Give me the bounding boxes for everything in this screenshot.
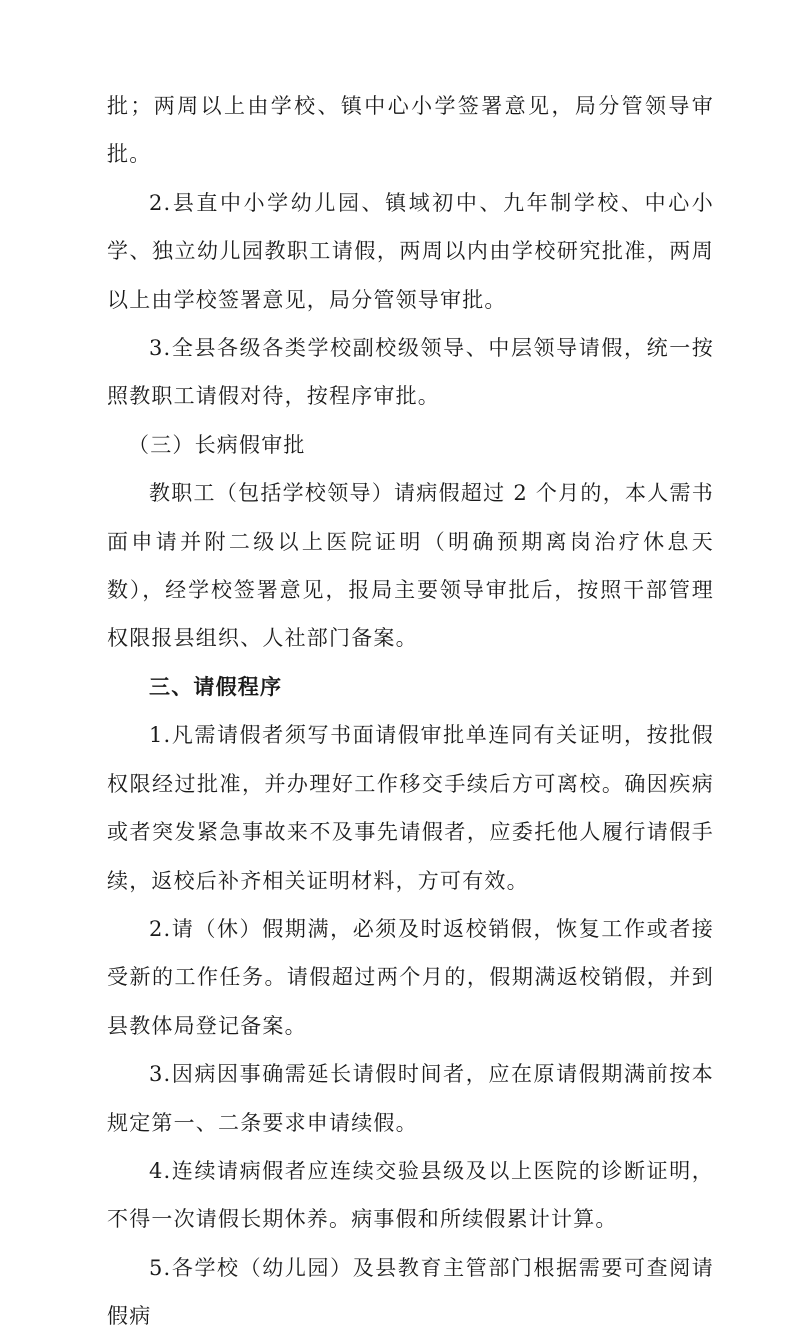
paragraph-item-3-deputy-leaders: 3.全县各级各类学校副校级领导、中层领导请假，统一按照教职工请假对待，按程序审批。: [107, 336, 714, 409]
paragraph-item-2-county-schools: 2.县直中小学幼儿园、镇域初中、九年制学校、中心小学、独立幼儿园教职工请假，两周以内由学校研究批准，两周以上由学校签署意见，局分管领导审批。: [107, 190, 714, 312]
section-heading-leave-procedure: 三、请假程序: [149, 674, 283, 699]
paragraph-procedure-2: 2.请（休）假期满，必须及时返校销假，恢复工作或者接受新的工作任务。请假超过两个月的，假期满返校销假，并到县教体局登记备案。: [107, 916, 714, 1038]
paragraph-procedure-3: 3.因病因事确需延长请假时间者，应在原请假期满前按本规定第一、二条要求申请续假。: [107, 1062, 714, 1135]
paragraph-procedure-5: 5.各学校（幼儿园）及县教育主管部门根据需要可查阅请假病: [107, 1255, 714, 1329]
paragraph-procedure-4: 4.连续请病假者应连续交验县级及以上医院的诊断证明，不得一次请假长期休养。病事假和所续假累计计算。: [107, 1158, 714, 1232]
paragraph-procedure-1: 1.凡需请假者须写书面请假审批单连同有关证明，按批假权限经过批准，并办理好工作移交手续后方可离校。确因疾病或者突发紧急事故来不及事先请假者，应委托他人履行请假手续，返校后补齐相关证明材料，方可有效。: [107, 723, 714, 893]
paragraph-long-sick-leave: 教职工（包括学校领导）请病假超过 2 个月的，本人需书面申请并附二级以上医院证明（明确预期离岗治疗休息天数），经学校签署意见，报局主要领导审批后，按照干部管理权限报县组织、人社部门备案。: [107, 481, 714, 651]
document-body: [107, 82, 714, 1341]
paragraph-continuation: 批；两周以上由学校、镇中心小学签署意见，局分管领导审批。: [107, 94, 714, 167]
section-heading-long-sick-leave: （三）长病假审批: [128, 432, 306, 457]
